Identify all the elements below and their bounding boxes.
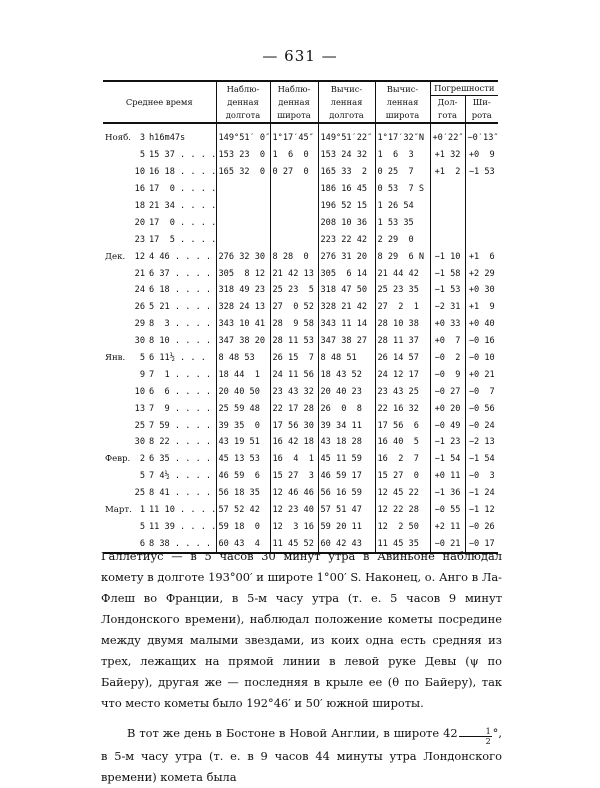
time-value: 6 35 . . . . [149, 454, 212, 465]
cell-calculated-longitude: 59 20 11 [318, 518, 375, 535]
day-value: 16 [134, 184, 145, 195]
table-row [103, 451, 498, 468]
time-value: 16 18 . . . . [149, 167, 217, 178]
table-row [103, 366, 498, 383]
cell-observed-latitude: 22 17 28 [270, 400, 318, 417]
time-value: 7 4½ . . . . [149, 471, 212, 482]
cell-error-longitude [430, 231, 465, 248]
day-value: 29 [134, 319, 145, 330]
cell-calculated-latitude: 16 2 7 [375, 451, 430, 468]
time-value: 8 38 . . . . [149, 538, 212, 549]
table-row [103, 231, 498, 248]
cell-time [103, 123, 216, 147]
cell-observed-latitude: 1°17′45″ [270, 123, 318, 147]
day-value: 25 [134, 420, 145, 431]
cell-error-latitude: −0 56 [465, 400, 498, 417]
cell-calculated-latitude: 26 14 57 [375, 350, 430, 367]
time-value: 8 3 . . . . [149, 319, 212, 330]
cell-observed-latitude [270, 214, 318, 231]
cell-error-longitude: −0 49 [430, 417, 465, 434]
cell-observed-latitude: 28 11 53 [270, 333, 318, 350]
table-row [103, 123, 498, 147]
cell-time [103, 231, 216, 248]
table-row [103, 485, 498, 502]
day-value: 13 [134, 403, 145, 414]
cell-error-longitude: −0 9 [430, 366, 465, 383]
time-value: 17 0 . . . . [149, 217, 217, 228]
cell-calculated-latitude: 2 29 0 [375, 231, 430, 248]
time-value: 7 1 . . . . [149, 369, 212, 380]
cell-observed-latitude: 26 15 7 [270, 350, 318, 367]
cell-error-latitude: −0 3 [465, 468, 498, 485]
cell-error-longitude: +0 11 [430, 468, 465, 485]
cell-error-latitude: −0 16 [465, 333, 498, 350]
cell-error-latitude: −1 24 [465, 485, 498, 502]
time-value: h16m47s [149, 133, 186, 144]
cell-observed-longitude: 59 18 0 [216, 518, 270, 535]
cell-time [103, 299, 216, 316]
cell-time [103, 485, 216, 502]
cell-observed-longitude: 305 8 12 [216, 265, 270, 282]
day-value: 30 [134, 336, 145, 347]
cell-calculated-latitude: 11 45 35 [375, 535, 430, 553]
cell-time [103, 350, 216, 367]
cell-calculated-latitude: 12 22 28 [375, 502, 430, 519]
table-row [103, 299, 498, 316]
cell-observed-latitude: 24 11 56 [270, 366, 318, 383]
cell-observed-latitude [270, 231, 318, 248]
cell-calculated-longitude: 343 11 14 [318, 316, 375, 333]
cell-error-longitude [430, 214, 465, 231]
day-value: 5 [139, 353, 145, 364]
day-value: 18 [134, 201, 145, 211]
month-label: Февр. [105, 454, 131, 465]
cell-calculated-longitude: 26 0 8 [318, 400, 375, 417]
cell-calculated-longitude: 276 31 20 [318, 248, 375, 265]
header-observed-longitude: Наблюденная долгота [216, 81, 270, 123]
cell-observed-longitude: 165 32 0 [216, 164, 270, 181]
cell-time [103, 400, 216, 417]
cell-error-longitude: +1 32 [430, 147, 465, 164]
cell-calculated-latitude: 8 29 6 N [375, 248, 430, 265]
cell-error-latitude: −2 13 [465, 434, 498, 451]
cell-observed-latitude [270, 198, 318, 215]
cell-time [103, 333, 216, 350]
cell-observed-latitude: 11 45 52 [270, 535, 318, 553]
cell-calculated-longitude: 186 16 45 [318, 181, 375, 198]
cell-time [103, 198, 216, 215]
cell-observed-latitude: 12 23 40 [270, 502, 318, 519]
cell-calculated-latitude: 24 12 17 [375, 366, 430, 383]
cell-error-latitude: +0 21 [465, 366, 498, 383]
cell-error-latitude: −0 26 [465, 518, 498, 535]
cell-calculated-longitude: 196 52 15 [318, 198, 375, 215]
day-value: 23 [134, 234, 145, 245]
cell-observed-longitude [216, 181, 270, 198]
cell-error-latitude [465, 198, 498, 215]
cell-time [103, 265, 216, 282]
cell-error-latitude: +0 40 [465, 316, 498, 333]
month-label: Март. [105, 505, 132, 516]
cell-error-latitude: −1 12 [465, 502, 498, 519]
cell-time [103, 366, 216, 383]
cell-calculated-longitude: 153 24 32 [318, 147, 375, 164]
cell-error-longitude: −0 27 [430, 383, 465, 400]
table-row [103, 214, 498, 231]
cell-calculated-latitude: 12 45 22 [375, 485, 430, 502]
table-row [103, 350, 498, 367]
cell-calculated-longitude: 45 11 59 [318, 451, 375, 468]
cell-time [103, 468, 216, 485]
cell-time [103, 248, 216, 265]
cell-observed-longitude: 43 19 51 [216, 434, 270, 451]
cell-observed-latitude: 15 27 3 [270, 468, 318, 485]
paragraph-text: В тот же день в Бостоне в Новой Англии, в широте 42 [127, 726, 458, 740]
cell-error-longitude [430, 181, 465, 198]
table-row [103, 468, 498, 485]
cell-error-latitude: +1 6 [465, 248, 498, 265]
day-value: 25 [134, 488, 145, 499]
cell-observed-longitude: 347 38 20 [216, 333, 270, 350]
cell-observed-latitude: 17 56 30 [270, 417, 318, 434]
time-value: 11 10 . . . . [149, 505, 217, 516]
cell-observed-longitude: 46 59 6 [216, 468, 270, 485]
cell-observed-longitude: 18 44 1 [216, 366, 270, 383]
day-value: 5 [139, 150, 145, 161]
cell-calculated-latitude: 15 27 0 [375, 468, 430, 485]
time-value: 4 46 . . . . [149, 251, 212, 262]
cell-error-latitude [465, 231, 498, 248]
table-row [103, 164, 498, 181]
cell-calculated-latitude: 16 40 5 [375, 434, 430, 451]
cell-calculated-latitude: 0 53 7 S [375, 181, 430, 198]
cell-observed-latitude: 12 3 16 [270, 518, 318, 535]
time-value: 6 18 . . . . [149, 285, 212, 296]
cell-calculated-latitude: 1°17′32″N [375, 123, 430, 147]
day-value: 26 [134, 302, 145, 313]
time-value: 5 21 . . . . [149, 302, 212, 313]
cell-observed-latitude: 25 23 5 [270, 282, 318, 299]
table-row [103, 434, 498, 451]
cell-calculated-longitude: 20 40 23 [318, 383, 375, 400]
cell-calculated-longitude: 8 48 51 [318, 350, 375, 367]
cell-calculated-latitude: 25 23 35 [375, 282, 430, 299]
cell-calculated-longitude: 347 38 27 [318, 333, 375, 350]
day-value: 10 [134, 386, 145, 397]
day-value: 10 [134, 167, 145, 178]
header-calculated-latitude: Вычисленная широта [375, 81, 430, 123]
cell-observed-longitude [216, 214, 270, 231]
cell-observed-latitude: 27 0 52 [270, 299, 318, 316]
cell-time [103, 214, 216, 231]
cell-error-latitude: −0′13″ [465, 123, 498, 147]
day-value: 3 [139, 133, 145, 144]
cell-calculated-longitude: 56 16 59 [318, 485, 375, 502]
cell-error-longitude: +0 7 [430, 333, 465, 350]
cell-observed-longitude [216, 231, 270, 248]
cell-observed-longitude: 20 40 50 [216, 383, 270, 400]
cell-calculated-latitude: 12 2 50 [375, 518, 430, 535]
cell-error-latitude: +0 9 [465, 147, 498, 164]
cell-observed-latitude: 28 9 58 [270, 316, 318, 333]
paragraph-text: °, в 5-м часу утра (т. е. в 9 часов 44 минуты утра Лондонского времени) комета была [101, 726, 502, 784]
cell-error-latitude: −0 10 [465, 350, 498, 367]
day-value: 30 [134, 437, 145, 448]
cell-observed-latitude: 16 4 1 [270, 451, 318, 468]
cell-calculated-longitude: 328 21 42 [318, 299, 375, 316]
cell-time [103, 451, 216, 468]
table-row [103, 333, 498, 350]
time-value: 8 10 . . . . [149, 336, 212, 347]
cell-error-latitude: −0 7 [465, 383, 498, 400]
time-value: 8 22 . . . . [149, 437, 212, 448]
month-label: Дек. [105, 251, 126, 262]
cell-time [103, 383, 216, 400]
cell-error-longitude: +0′22″ [430, 123, 465, 147]
cell-observed-latitude: 23 43 32 [270, 383, 318, 400]
header-error-longitude: Долгота [430, 96, 465, 124]
page-number: — 631 — [262, 47, 338, 65]
time-value: 8 41 . . . . [149, 488, 212, 499]
day-value: 5 [139, 521, 145, 532]
cell-calculated-latitude: 17 56 6 [375, 417, 430, 434]
cell-calculated-longitude: 165 33 2 [318, 164, 375, 181]
cell-observed-longitude: 60 43 4 [216, 535, 270, 553]
month-label: Нояб. [105, 133, 131, 144]
cell-observed-latitude: 21 42 13 [270, 265, 318, 282]
cell-calculated-latitude: 1 6 3 [375, 147, 430, 164]
table-row [103, 383, 498, 400]
cell-calculated-longitude: 223 22 42 [318, 231, 375, 248]
cell-error-latitude [465, 181, 498, 198]
cell-error-latitude: +2 29 [465, 265, 498, 282]
page-text [101, 546, 502, 788]
cell-observed-longitude: 57 52 42 [216, 502, 270, 519]
day-value: 9 [139, 369, 145, 380]
table-row [103, 400, 498, 417]
cell-time [103, 147, 216, 164]
table-row [103, 316, 498, 333]
cell-error-longitude: +2 11 [430, 518, 465, 535]
cell-time [103, 282, 216, 299]
table-row [103, 147, 498, 164]
cell-observed-longitude: 149°51′ 0″ [216, 123, 270, 147]
cell-calculated-longitude: 60 42 43 [318, 535, 375, 553]
observations-table [103, 80, 499, 549]
cell-error-longitude: −1 54 [430, 451, 465, 468]
cell-error-latitude: −0 24 [465, 417, 498, 434]
cell-calculated-latitude: 23 43 25 [375, 383, 430, 400]
table-row [103, 518, 498, 535]
cell-observed-longitude: 25 59 48 [216, 400, 270, 417]
day-value: 5 [139, 471, 145, 482]
cell-observed-latitude: 8 28 0 [270, 248, 318, 265]
cell-observed-longitude: 318 49 23 [216, 282, 270, 299]
cell-error-longitude: −0 21 [430, 535, 465, 553]
cell-calculated-latitude: 27 2 1 [375, 299, 430, 316]
table-row [103, 198, 498, 215]
cell-observed-longitude: 45 13 53 [216, 451, 270, 468]
cell-observed-longitude [216, 198, 270, 215]
cell-error-latitude: +1 9 [465, 299, 498, 316]
cell-time [103, 417, 216, 434]
cell-observed-longitude: 39 35 0 [216, 417, 270, 434]
cell-calculated-longitude: 57 51 47 [318, 502, 375, 519]
time-value: 7 9 . . . . [149, 403, 212, 414]
cell-observed-longitude: 56 18 35 [216, 485, 270, 502]
month-label: Янв. [105, 353, 126, 364]
cell-error-latitude: −1 53 [465, 164, 498, 181]
time-value: 6 6 . . . . [149, 386, 212, 397]
cell-calculated-longitude: 46 59 17 [318, 468, 375, 485]
cell-observed-longitude: 8 48 53 [216, 350, 270, 367]
cell-error-latitude: −1 54 [465, 451, 498, 468]
header-observed-latitude: Наблюденная широта [270, 81, 318, 123]
cell-calculated-latitude: 22 16 32 [375, 400, 430, 417]
table-row [103, 417, 498, 434]
cell-observed-latitude [270, 181, 318, 198]
cell-error-longitude: −0 2 [430, 350, 465, 367]
header-error-latitude: Широта [465, 96, 498, 124]
cell-error-longitude: −2 31 [430, 299, 465, 316]
cell-observed-latitude: 12 46 46 [270, 485, 318, 502]
time-value: 21 34 . . . . [149, 201, 217, 211]
cell-error-longitude: +0 20 [430, 400, 465, 417]
cell-error-longitude: −1 36 [430, 485, 465, 502]
table-row [103, 248, 498, 265]
fraction: $\frac{1}{2}$ [459, 727, 492, 746]
time-value: 6 11½ . . . [149, 353, 206, 364]
cell-observed-longitude: 153 23 0 [216, 147, 270, 164]
cell-error-latitude [465, 214, 498, 231]
cell-time [103, 518, 216, 535]
cell-time [103, 502, 216, 519]
cell-observed-longitude: 276 32 30 [216, 248, 270, 265]
cell-error-longitude: −0 55 [430, 502, 465, 519]
day-value: 21 [134, 268, 145, 279]
cell-calculated-longitude: 18 43 52 [318, 366, 375, 383]
cell-error-longitude: −1 58 [430, 265, 465, 282]
cell-calculated-latitude: 0 25 7 [375, 164, 430, 181]
cell-error-longitude [430, 198, 465, 215]
time-value: 11 39 . . . . [149, 521, 217, 532]
cell-calculated-latitude: 21 44 42 [375, 265, 430, 282]
cell-calculated-latitude: 1 53 35 [375, 214, 430, 231]
cell-observed-longitude: 328 24 13 [216, 299, 270, 316]
cell-error-latitude: +0 30 [465, 282, 498, 299]
cell-error-longitude: +1 2 [430, 164, 465, 181]
cell-calculated-latitude: 28 11 37 [375, 333, 430, 350]
cell-calculated-longitude: 39 34 11 [318, 417, 375, 434]
cell-calculated-latitude: 1 26 54 [375, 198, 430, 215]
cell-error-longitude: −1 53 [430, 282, 465, 299]
day-value: 12 [134, 251, 145, 262]
cell-error-longitude: −1 10 [430, 248, 465, 265]
cell-time [103, 434, 216, 451]
cell-observed-latitude: 16 42 18 [270, 434, 318, 451]
table-row [103, 265, 498, 282]
cell-time [103, 316, 216, 333]
cell-time [103, 181, 216, 198]
cell-calculated-longitude: 318 47 50 [318, 282, 375, 299]
paragraph: Галлетиус — в 5 часов 30 минут утра в Авиньоне наблюдал комету в долготе 193°00′ и широте 1°00′ S. Наконец, о. Ангo в Ла-Флеш во Франции, в 5-м часу утра (т. е. 5 часов 9 минут Лондонского времени), наблюдал положение кометы посредине между двумя малыми звездами, из коих одна есть средняя из трех, лежащих на прямой линии в левой руке Девы (ψ по Байеру), другая же — последняя в крыле ее (θ по Байеру), так что место кометы было 192°46′ и 50′ южной широты. [101, 549, 502, 710]
table-row [103, 282, 498, 299]
paragraph [101, 723, 502, 788]
cell-observed-longitude: 343 10 41 [216, 316, 270, 333]
time-value: 6 37 . . . . [149, 268, 212, 279]
day-value: 24 [134, 285, 145, 296]
table-row [103, 502, 498, 519]
cell-calculated-longitude: 149°51′22″ [318, 123, 375, 147]
cell-calculated-longitude: 43 18 28 [318, 434, 375, 451]
time-value: 7 59 . . . . [149, 420, 212, 431]
cell-error-longitude: −1 23 [430, 434, 465, 451]
day-value: 6 [139, 538, 145, 549]
time-value: 15 37 . . . . [149, 150, 217, 161]
header-time: Среднее время [103, 81, 216, 123]
cell-observed-latitude: 1 6 0 [270, 147, 318, 164]
cell-error-latitude: −0 17 [465, 535, 498, 553]
cell-calculated-longitude: 305 6 14 [318, 265, 375, 282]
cell-error-longitude: +0 33 [430, 316, 465, 333]
table-row [103, 181, 498, 198]
header-errors: Погрешности [430, 81, 498, 96]
cell-time [103, 164, 216, 181]
time-value: 17 0 . . . . [149, 184, 217, 195]
day-value: 2 [139, 454, 145, 465]
cell-calculated-latitude: 28 10 38 [375, 316, 430, 333]
cell-observed-latitude: 0 27 0 [270, 164, 318, 181]
day-value: 1 [139, 505, 145, 516]
day-value: 20 [134, 217, 145, 228]
cell-calculated-longitude: 208 10 36 [318, 214, 375, 231]
header-calculated-longitude: Вычисленная долгота [318, 81, 375, 123]
time-value: 17 5 . . . . [149, 234, 217, 245]
